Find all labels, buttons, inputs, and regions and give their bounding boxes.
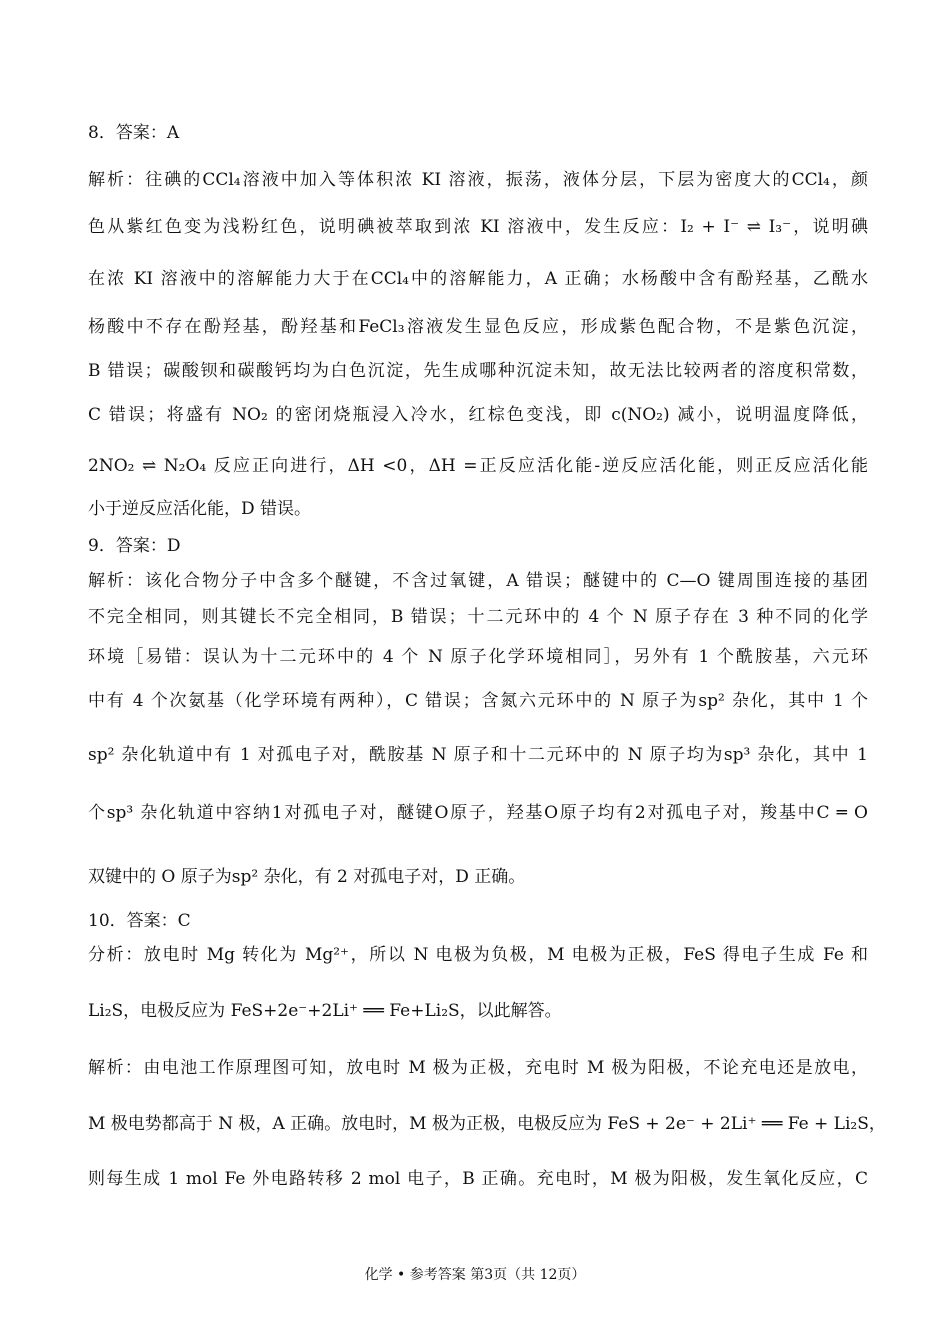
question-10-solution-line: 则每生成 1 mol Fe 外电路转移 2 mol 电子，B 正确。充电时，M 极为阳极，发生氧化反应，C bbox=[88, 1169, 868, 1189]
question-9-analysis-line: 中有 4 个次氨基（化学环境有两种），C 错误；含氮六元环中的 N 原子为sp² 杂化，其中 1 个 bbox=[88, 691, 868, 711]
question-9-analysis-line: 双键中的 O 原子为sp² 杂化，有 2 对孤电子对，D 正确。 bbox=[88, 867, 526, 887]
question-8-analysis-line: 杨酸中不存在酚羟基，酚羟基和FeCl₃溶液发生显色反应，形成紫色配合物，不是紫色沉淀， bbox=[88, 317, 868, 337]
question-8-analysis-line: 解析：往碘的CCl₄溶液中加入等体积浓 KI 溶液，振荡，液体分层，下层为密度大的CCl₄，颜 bbox=[88, 170, 868, 190]
question-10-analysis-line: 分析：放电时 Mg 转化为 Mg²⁺，所以 N 电极为负极，M 电极为正极，FeS 得电子生成 Fe 和 bbox=[88, 945, 868, 965]
question-10-answer: 10．答案：C bbox=[88, 911, 191, 931]
question-8-analysis-line: 小于逆反应活化能，D 错误。 bbox=[88, 499, 312, 519]
question-10-solution-line: M 极电势都高于 N 极，A 正确。放电时，M 极为正极，电极反应为 FeS + 2e⁻ + 2Li⁺ ══ Fe + Li₂S， bbox=[88, 1114, 886, 1134]
question-8-answer: 8．答案：A bbox=[88, 123, 180, 143]
question-8-analysis-line: C 错误；将盛有 NO₂ 的密闭烧瓶浸入冷水，红棕色变浅，即 c(NO₂) 减小，说明温度降低， bbox=[88, 405, 868, 425]
question-10-solution-line: 解析：由电池工作原理图可知，放电时 M 极为正极，充电时 M 极为阳极，不论充电还是放电， bbox=[88, 1058, 868, 1078]
question-8-analysis-line: B 错误；碳酸钡和碳酸钙均为白色沉淀，先生成哪种沉淀未知，故无法比较两者的溶度积常数， bbox=[88, 361, 868, 381]
question-9-analysis-line: 个sp³ 杂化轨道中容纳1对孤电子对，醚键O原子，羟基O原子均有2对孤电子对，羧基中C ═ O bbox=[88, 803, 868, 823]
question-9-analysis-line: 环境［易错：误认为十二元环中的 4 个 N 原子化学环境相同］，另外有 1 个酰胺基，六元环 bbox=[88, 647, 868, 667]
question-8-analysis-line: 2NO₂ ⇌ N₂O₄ 反应正向进行，ΔH <0，ΔH =正反应活化能-逆反应活化能，则正反应活化能 bbox=[88, 456, 868, 476]
question-9-answer: 9．答案：D bbox=[88, 536, 181, 556]
question-8-analysis-line: 在浓 KI 溶液中的溶解能力大于在CCl₄中的溶解能力，A 正确；水杨酸中含有酚羟基，乙酰水 bbox=[88, 269, 868, 289]
question-8-analysis-line: 色从紫红色变为浅粉红色，说明碘被萃取到浓 KI 溶液中，发生反应：I₂ + I⁻ ⇌ I₃⁻，说明碘 bbox=[88, 217, 868, 237]
question-10-analysis-line: Li₂S，电极反应为 FeS+2e⁻+2Li⁺ ══ Fe+Li₂S，以此解答。 bbox=[88, 1001, 562, 1021]
question-9-analysis-line: 不完全相同，则其键长不完全相同，B 错误；十二元环中的 4 个 N 原子存在 3 种不同的化学 bbox=[88, 607, 868, 627]
page-footer: 化学 • 参考答案 第3页（共 12页） bbox=[364, 1267, 586, 1283]
question-9-analysis-line: sp² 杂化轨道中有 1 对孤电子对，酰胺基 N 原子和十二元环中的 N 原子均为sp³ 杂化，其中 1 bbox=[88, 745, 868, 765]
question-9-analysis-line: 解析：该化合物分子中含多个醚键，不含过氧键，A 错误；醚键中的 C—O 键周围连接的基团 bbox=[88, 571, 868, 591]
